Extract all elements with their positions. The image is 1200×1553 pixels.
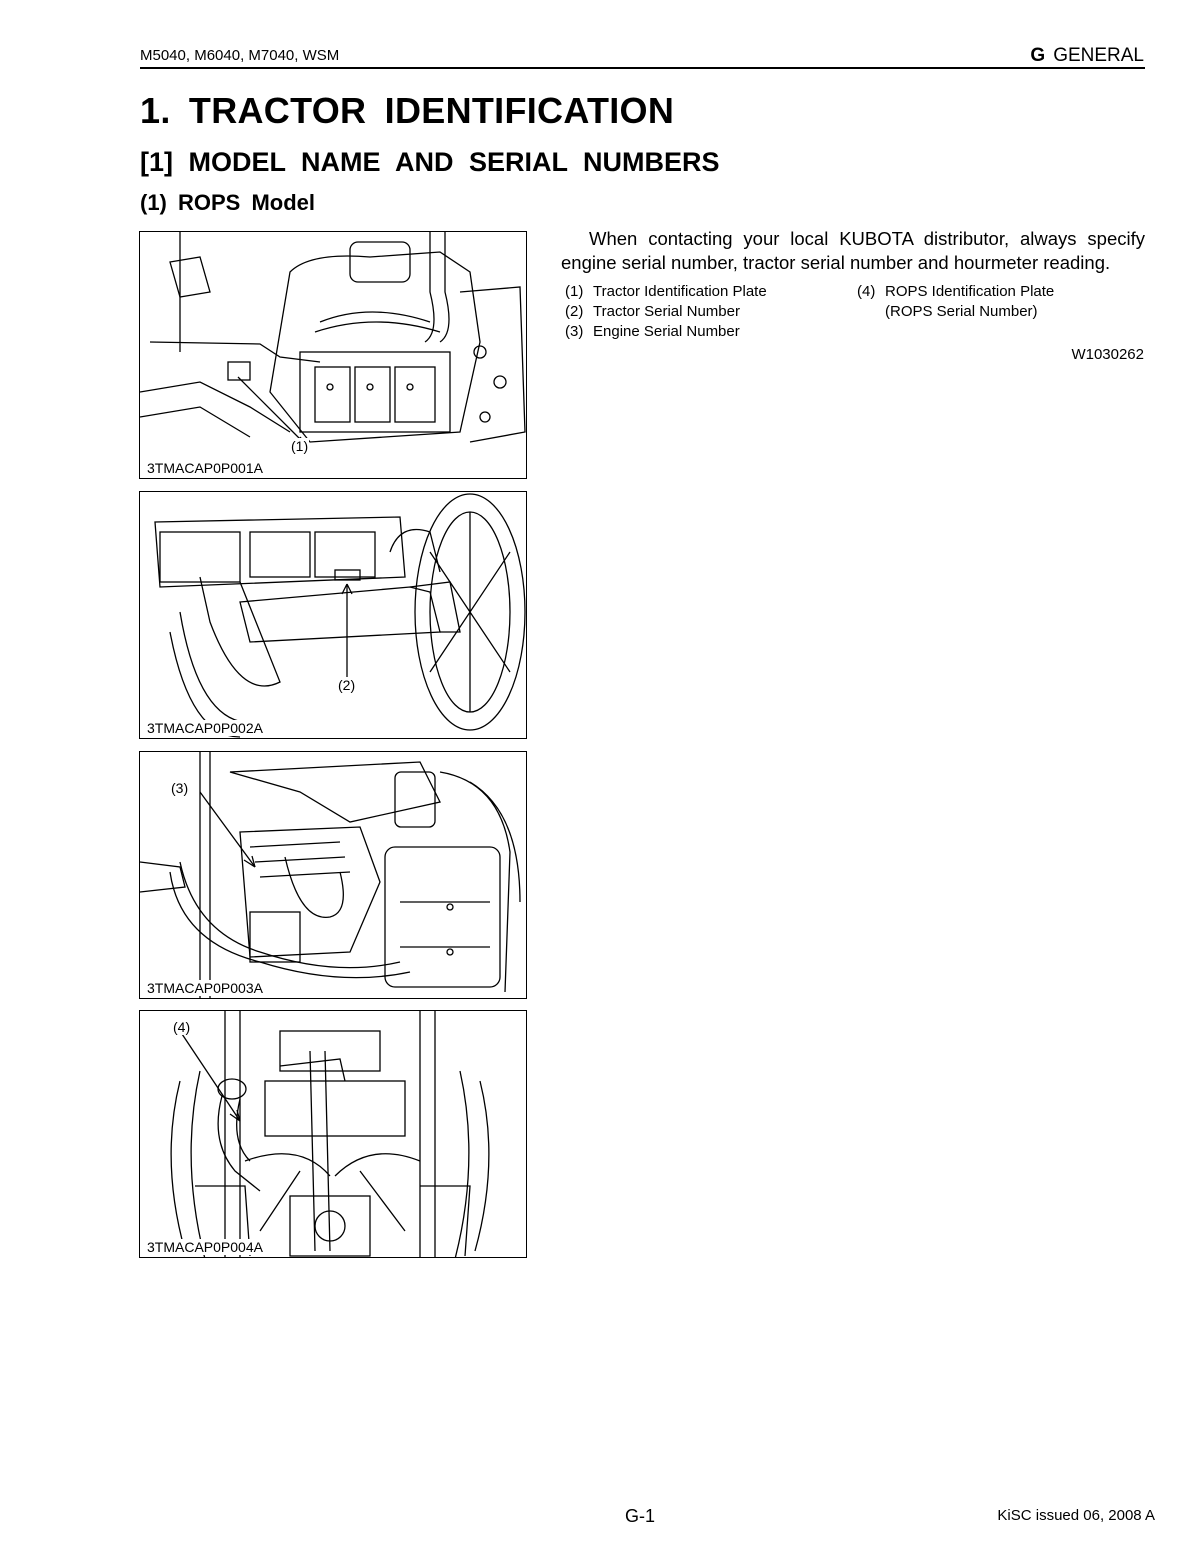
- legend-item: [565, 302, 767, 322]
- figure-callout: (2): [338, 677, 356, 693]
- axle-illustration: [140, 492, 527, 739]
- legend-right: [857, 282, 1054, 322]
- section-name: GENERAL: [1053, 45, 1144, 66]
- legend-num: (4): [857, 283, 876, 300]
- engine-side-illustration: [140, 232, 527, 479]
- figure-callout: (4): [173, 1019, 191, 1035]
- header-rule: [140, 67, 1145, 69]
- issue-info: KiSC issued 06, 2008 A: [997, 1507, 1155, 1524]
- document-code: W1030262: [1071, 346, 1144, 363]
- rear-view-illustration: [140, 1011, 527, 1258]
- figure-caption: 3TMACAP0P001A: [147, 460, 263, 476]
- legend-text: Engine Serial Number: [593, 323, 740, 340]
- legend-num: (1): [565, 283, 584, 300]
- figure-tractor-serial: [139, 491, 527, 739]
- figure-engine-serial: [139, 751, 527, 999]
- figure-caption: 3TMACAP0P002A: [147, 720, 263, 736]
- engine-front-illustration: [140, 752, 527, 999]
- figure-callout: (3): [171, 780, 189, 796]
- section-letter: G: [1030, 45, 1046, 66]
- section-heading: [1] MODEL NAME AND SERIAL NUMBERS: [140, 147, 720, 177]
- figure-tractor-id-plate: [139, 231, 527, 479]
- page-number: G-1: [625, 1506, 656, 1526]
- intro-text: When contacting your local KUBOTA distributor, always specify engine serial number, tractor serial number and hourmeter reading.: [561, 228, 1145, 273]
- legend-text: ROPS Identification Plate: [885, 283, 1055, 300]
- legend-item: [565, 282, 767, 302]
- legend-item: [857, 282, 1054, 302]
- header-section: [1030, 45, 1144, 67]
- legend-item: [565, 322, 767, 342]
- legend-num: (3): [565, 323, 584, 340]
- legend-item-continued: [857, 302, 1054, 322]
- subsection-heading: (1) ROPS Model: [140, 190, 316, 215]
- figure-caption: 3TMACAP0P003A: [147, 980, 263, 996]
- legend-left: [565, 282, 767, 342]
- figure-callout: (1): [291, 438, 309, 454]
- legend-text: (ROPS Serial Number): [885, 303, 1038, 320]
- legend-num: (2): [565, 303, 584, 320]
- intro-paragraph: [561, 227, 1145, 275]
- header-models: M5040, M6040, M7040, WSM: [140, 47, 340, 64]
- legend-text: Tractor Serial Number: [593, 303, 740, 320]
- legend-text: Tractor Identification Plate: [593, 283, 767, 300]
- figure-caption: 3TMACAP0P004A: [147, 1239, 263, 1255]
- figure-rops-plate: [139, 1010, 527, 1258]
- page-title: 1. TRACTOR IDENTIFICATION: [140, 90, 675, 131]
